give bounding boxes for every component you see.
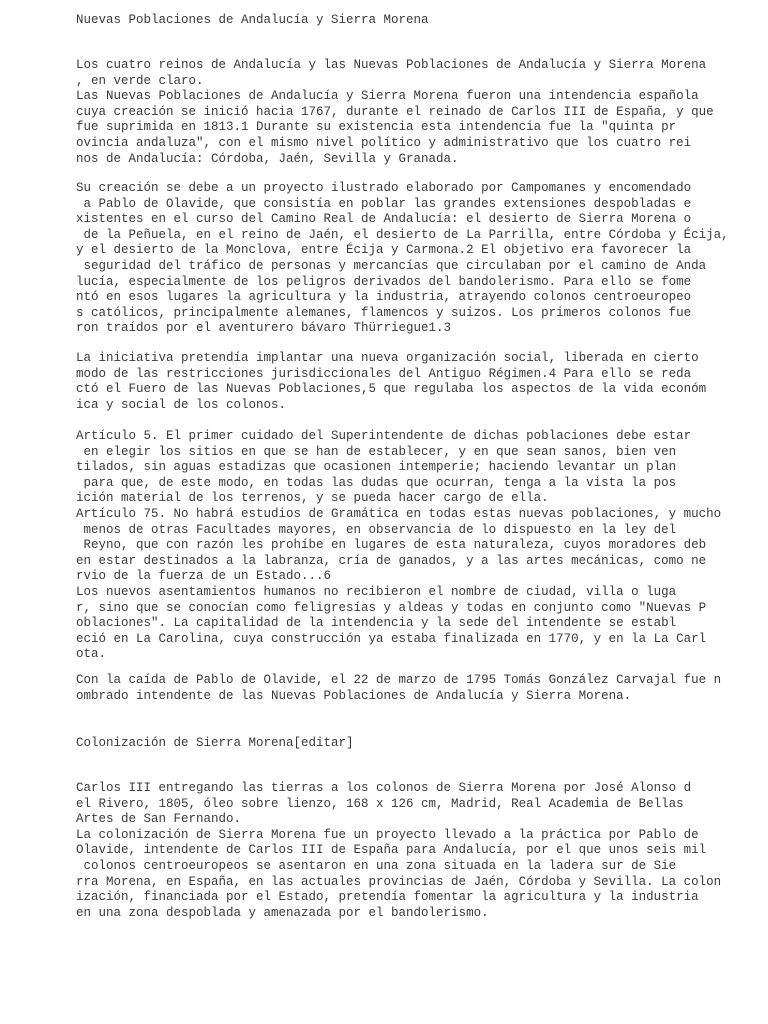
text-line: rvio de la fuerza de un Estado...6	[76, 569, 332, 584]
text-line: lucía, especialmente de los peligros derivados del bandolerismo. Para ello se fome	[76, 274, 692, 289]
paragraph-creation	[76, 181, 729, 337]
section-heading	[76, 736, 354, 752]
text-line: Artículo 5. El primer cuidado del Superintendente de dichas poblaciones debe estar	[76, 429, 692, 443]
text-line: oblaciones". La capitalidad de la intendencia y la sede del intendente se establ	[76, 616, 677, 631]
text-line: ización, financiada por el Estado, pretendía fomentar la agricultura y la industria	[76, 890, 699, 905]
text-line: fue suprimida en 1813.1 Durante su existencia esta intendencia fue la "quinta pr	[76, 120, 677, 135]
text-line: xistentes en el curso del Camino Real de Andalucía: el desierto de Sierra Morena o	[76, 212, 692, 227]
text-line: Los nuevos asentamientos humanos no recibieron el nombre de ciudad, villa o luga	[76, 584, 677, 599]
text-line: de la Peñuela, en el reino de Jaén, el desierto de La Parrilla, entre Córdoba y Écija,	[76, 227, 729, 242]
text-line: s católicos, principalmente alemanes, flamencos y suizos. Los primeros colonos fue	[76, 305, 692, 320]
text-line: ota.	[76, 647, 107, 662]
text-line: Las Nuevas Poblaciones de Andalucía y Sierra Morena fueron una intendencia española	[76, 89, 699, 104]
section-title: Colonización de Sierra Morena[editar]	[76, 736, 354, 750]
text-line: ntó en esos lugares la agricultura y la industria, atrayendo colonos centroeuropeo	[76, 290, 692, 305]
text-line: el Rivero, 1805, óleo sobre lienzo, 168 x 126 cm, Madrid, Real Academia de Bellas	[76, 796, 684, 811]
text-line: menos de otras Facultades mayores, en observancia de lo dispuesto en la ley del	[76, 522, 677, 537]
paragraph-intro	[76, 58, 714, 167]
text-line: Olavide, intendente de Carlos III de España para Andalucía, por el que unos seis mil	[76, 843, 707, 858]
text-line: La colonización de Sierra Morena fue un proyecto llevado a la práctica por Pablo de	[76, 827, 699, 842]
paragraph-initiative	[76, 351, 706, 413]
paragraph-articles	[76, 429, 721, 663]
text-line: ovincia andaluza", con el mismo nivel político y administrativo que los cuatro rei	[76, 135, 692, 150]
text-line: y el desierto de la Monclova, entre Écija y Carmona.2 El objetivo era favorecer la	[76, 243, 692, 258]
paragraph-olavide-fall	[76, 673, 721, 704]
text-line: a Pablo de Olavide, que consistía en poblar las grandes extensiones despobladas e	[76, 196, 692, 211]
text-line: nos de Andalucía: Córdoba, Jaén, Sevilla y Granada.	[76, 151, 459, 166]
text-line: Carlos III entregando las tierras a los colonos de Sierra Morena por José Alonso d	[76, 781, 692, 795]
text-line: Su creación se debe a un proyecto ilustrado elaborado por Campomanes y encomendado	[76, 181, 692, 195]
text-line: ición material de los terrenos, y se pueda hacer cargo de ella.	[76, 491, 549, 506]
text-line: colonos centroeuropeos se asentaron en una zona situada en la ladera sur de Sie	[76, 858, 677, 873]
text-line: , en verde claro.	[76, 73, 204, 88]
text-line: rra Morena, en España, en las actuales provincias de Jaén, Córdoba y Sevilla. La colon	[76, 874, 722, 889]
text-line: en estar destinados a la labranza, cría de ganados, y a las artes mecánicas, como ne	[76, 553, 707, 568]
text-line: Los cuatro reinos de Andalucía y las Nuevas Poblaciones de Andalucía y Sierra Morena	[76, 58, 707, 72]
text-line: La iniciativa pretendía implantar una nueva organización social, liberada en cierto	[76, 351, 699, 365]
text-line: cuya creación se inició hacia 1767, durante el reinado de Carlos III de España, y que	[76, 104, 714, 119]
text-line: en elegir los sitios en que se han de establecer, y en que sean sanos, bien ven	[76, 444, 677, 459]
text-line: ctó el Fuero de las Nuevas Poblaciones,5 que regulaba los aspectos de la vida económ	[76, 382, 707, 397]
text-line: para que, de este modo, en todas las dudas que ocurran, tenga a la vista la pos	[76, 475, 677, 490]
text-line: Con la caída de Pablo de Olavide, el 22 de marzo de 1795 Tomás González Carvajal fue n	[76, 673, 722, 687]
text-line: en una zona despoblada y amenazada por el bandolerismo.	[76, 905, 489, 920]
text-line: eció en La Carolina, cuya construcción ya estaba finalizada en 1770, y en la La Carl	[76, 631, 707, 646]
text-line: ombrado intendente de las Nuevas Poblaciones de Andalucía y Sierra Morena.	[76, 688, 632, 703]
text-line: Reyno, que con razón les prohíbe en lugares de esta naturaleza, cuyos moradores deb	[76, 538, 707, 553]
paragraph-colonization	[76, 781, 721, 921]
text-line: Artes de San Fernando.	[76, 812, 242, 827]
text-line: tilados, sin aguas estadizas que ocasionen intemperie; haciendo levantar un plan	[76, 460, 677, 475]
text-line: ron traídos por el aventurero bávaro Thürriegue1.3	[76, 321, 452, 336]
text-line: Artículo 75. No habrá estudios de Gramática en todas estas nuevas poblaciones, y mucho	[76, 506, 722, 521]
text-line: modo de las restricciones jurisdiccionales del Antiguo Régimen.4 Para ello se reda	[76, 366, 692, 381]
text-line: ica y social de los colonos.	[76, 397, 287, 412]
text-line: seguridad del tráfico de personas y mercancías que circulaban por el camino de Anda	[76, 258, 707, 273]
text-line: r, sino que se conocían como feligresías y aldeas y todas en conjunto como "Nuevas P	[76, 600, 707, 615]
document-title: Nuevas Poblaciones de Andalucía y Sierra Morena	[76, 13, 429, 27]
